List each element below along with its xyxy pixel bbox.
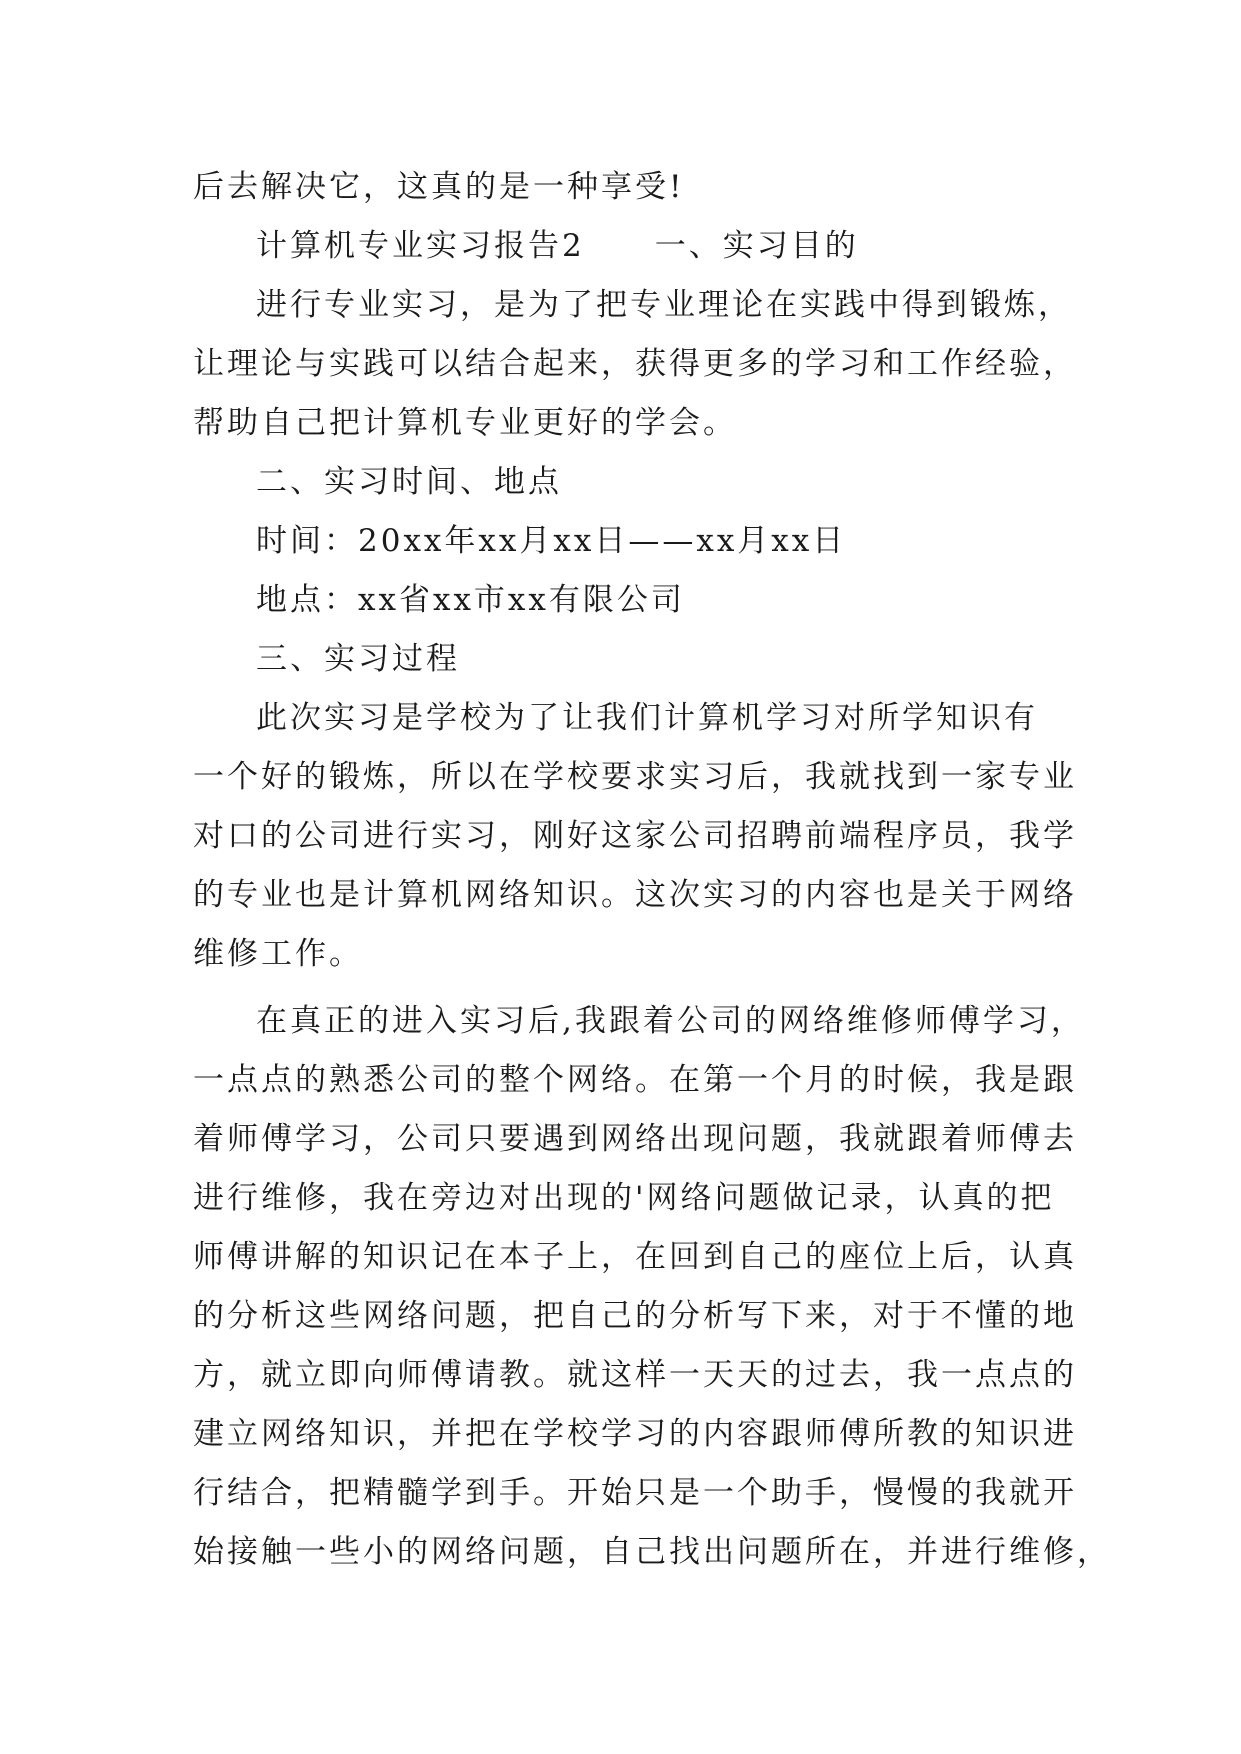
text-line: 方，就立即向师傅请教。就这样一天天的过去，我一点点的: [193, 1357, 1077, 1393]
text-line: 始接触一些小的网络问题，自己找出问题所在，并进行维修，: [193, 1534, 1111, 1570]
text-line: 此次实习是学校为了让我们计算机学习对所学知识有: [256, 700, 1038, 736]
text-line: 一个好的锻炼，所以在学校要求实习后，我就找到一家专业: [193, 759, 1077, 795]
text-line: 进行维修，我在旁边对出现的'网络问题做记录，认真的把: [193, 1180, 1055, 1216]
time-line: 时间：20xx年xx月xx日——xx月xx日: [256, 523, 847, 559]
text-line: 进行专业实习，是为了把专业理论在实践中得到锻炼，: [256, 287, 1072, 323]
place-line: 地点：xx省xx市xx有限公司: [256, 582, 685, 618]
text-line: 对口的公司进行实习，刚好这家公司招聘前端程序员，我学: [193, 818, 1077, 854]
section-heading-process: 三、实习过程: [256, 641, 460, 677]
text-line: 让理论与实践可以结合起来，获得更多的学习和工作经验，: [193, 346, 1077, 382]
section-heading-purpose: 一、实习目的: [654, 228, 859, 264]
text-line: 师傅讲解的知识记在本子上，在回到自己的座位上后，认真: [193, 1239, 1077, 1275]
report-title: 计算机专业实习报告2: [256, 228, 585, 264]
text-line: 的分析这些网络问题，把自己的分析写下来，对于不懂的地: [193, 1298, 1077, 1334]
text-line: 后去解决它，这真的是一种享受!: [193, 169, 685, 205]
text-line: 的专业也是计算机网络知识。这次实习的内容也是关于网络: [193, 877, 1077, 913]
text-line: 一点点的熟悉公司的整个网络。在第一个月的时候，我是跟: [193, 1062, 1077, 1098]
document-body: [193, 158, 1111, 1582]
report-heading-line: [193, 217, 1055, 276]
section-heading-time-place: 二、实习时间、地点: [256, 464, 562, 500]
text-line: 行结合，把精髓学到手。开始只是一个助手，慢慢的我就开: [193, 1475, 1077, 1511]
text-line: 帮助自己把计算机专业更好的学会。: [193, 405, 737, 441]
text-line: 在真正的进入实习后,我跟着公司的网络维修师傅学习，: [256, 1003, 1085, 1039]
text-line: 维修工作。: [193, 936, 363, 972]
text-line: 建立网络知识，并把在学校学习的内容跟师傅所教的知识进: [193, 1416, 1077, 1452]
text-line: 着师傅学习，公司只要遇到网络出现问题，我就跟着师傅去: [193, 1121, 1077, 1157]
